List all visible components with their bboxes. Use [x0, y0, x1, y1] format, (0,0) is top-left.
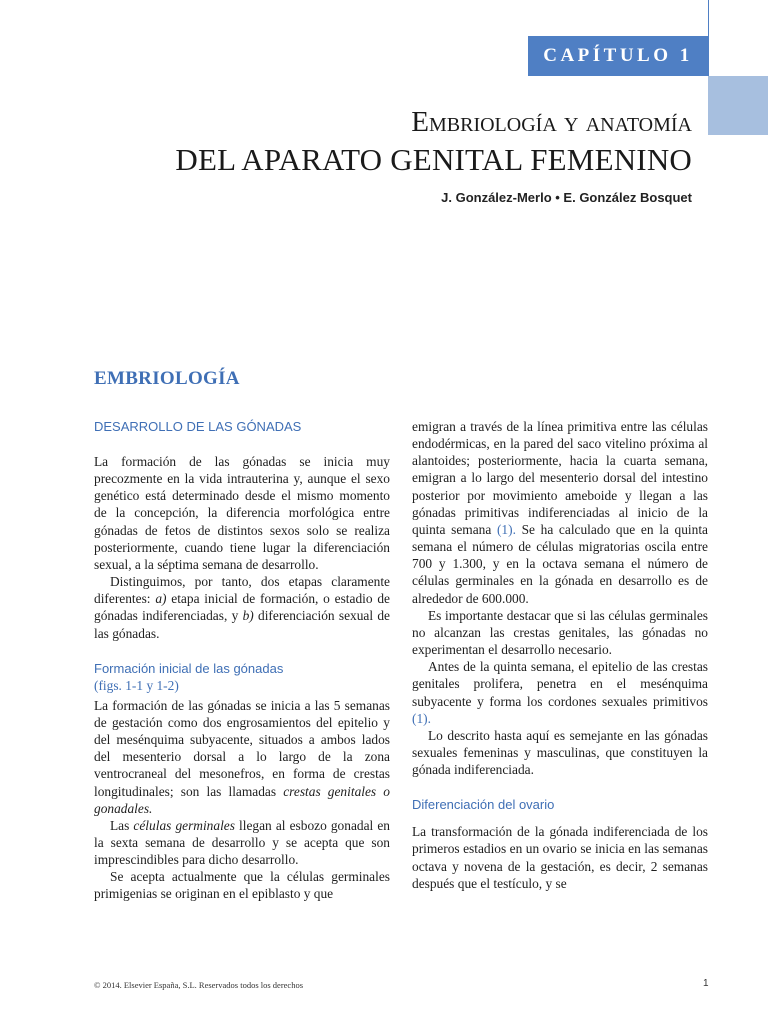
right-column	[412, 418, 708, 892]
paragraph: Lo descrito hasta aquí es semejante en las gónadas sexuales femeninas y masculinas, que constituyen la gónada indiferenciada.	[412, 727, 708, 778]
page-number: 1	[703, 978, 709, 989]
paragraph: Se acepta actualmente que la células germinales primigenias se originan en el epiblasto y que	[94, 869, 390, 902]
citation-link[interactable]: (1).	[412, 710, 431, 726]
chapter-title-line2: DEL APARATO GENITAL FEMENINO	[175, 142, 692, 177]
left-column	[94, 418, 390, 903]
paragraph: La formación de las gónadas se inicia muy precozmente en la vida intrauterina y, aunque el sexo genético está determinado desde el mismo momento de la concepción, la diferencia morfológica entre gónadas de fetos de distintos sexos solo se realiza posteriormente, cuando tiene lugar la diferenciación sexual, a la séptima semana de desarrollo.	[94, 454, 390, 572]
paragraph: emigran a través de la línea primitiva entre las células endodérmicas, en la pared del saco vitelino próxima al alantoides; posteriormente, hacia la cuarta semana, emigran a lo largo del mesenterio dorsal del intestino posterior por movimiento ameboide y llegan a las gónadas primitivas indiferenciadas al inicio de la quinta semana (1). Se ha calculado que en la quinta semana el número de células migratorias oscila entre 700 y 1.300, y en la octava semana el número de células germinales en la gónada en desarrollo es de alrededor de 600.000.	[412, 419, 708, 606]
paragraph: Las células germinales llegan al esbozo gonadal en la sexta semana de desarrollo y se acepta que son imprescindibles para dicho desarrollo.	[94, 817, 390, 868]
chapter-title-line1	[411, 106, 692, 139]
citation-link[interactable]: (1).	[496, 521, 516, 537]
title-rest: mbriología y anatomía	[428, 106, 692, 138]
heading-initial-formation: Formación inicial de las gónadas	[94, 660, 284, 676]
paragraph: La transformación de la gónada indiferenciada de los primeros estadios en un ovario se inicia en las semanas octava y novena de la gestación, es decir, 2 semanas después que el testículo, y se	[412, 824, 708, 891]
heading-ovary-differentiation: Diferenciación del ovario	[412, 797, 555, 813]
paragraph: La formación de las gónadas se inicia a las 5 semanas de gestación como dos engrosamientos del epitelio y del mesénquima subyacente, situados a ambos lados del mesenterio dorsal a lo largo de la zona ventrocraneal del mesonefros, en forma de crestas longitudinales; son las llamadas crestas genitales o gonadales.	[94, 697, 390, 816]
heading-gonad-development: DESARROLLO DE LAS GÓNADAS	[94, 419, 302, 434]
authors: J. González-Merlo • E. González Bosquet	[441, 190, 692, 205]
title-initial: E	[411, 106, 429, 138]
figure-reference-link[interactable]: (figs. 1-1 y 1-2)	[94, 677, 179, 693]
chapter-label: CAPÍTULO 1	[528, 36, 708, 76]
paragraph: Distinguimos, por tanto, dos etapas claramente diferentes: a) etapa inicial de formación, o estadio de gónadas indiferenciadas, y b) diferenciación sexual de las gónadas.	[94, 574, 391, 641]
section-title: EMBRIOLOGÍA	[94, 368, 240, 389]
paragraph: Antes de la quinta semana, el epitelio de las crestas genitales prolifera, penetra en el mesénquima subyacente y forma los cordones sexuales primitivos (1).	[412, 659, 708, 726]
paragraph: Es importante destacar que si las células germinales no alcanzan las crestas genitales, las gónadas no experimentan el desarrollo necesario.	[412, 607, 708, 658]
copyright-notice: © 2014. Elsevier España, S.L. Reservados todos los derechos	[94, 980, 304, 990]
decorative-block	[708, 76, 768, 135]
